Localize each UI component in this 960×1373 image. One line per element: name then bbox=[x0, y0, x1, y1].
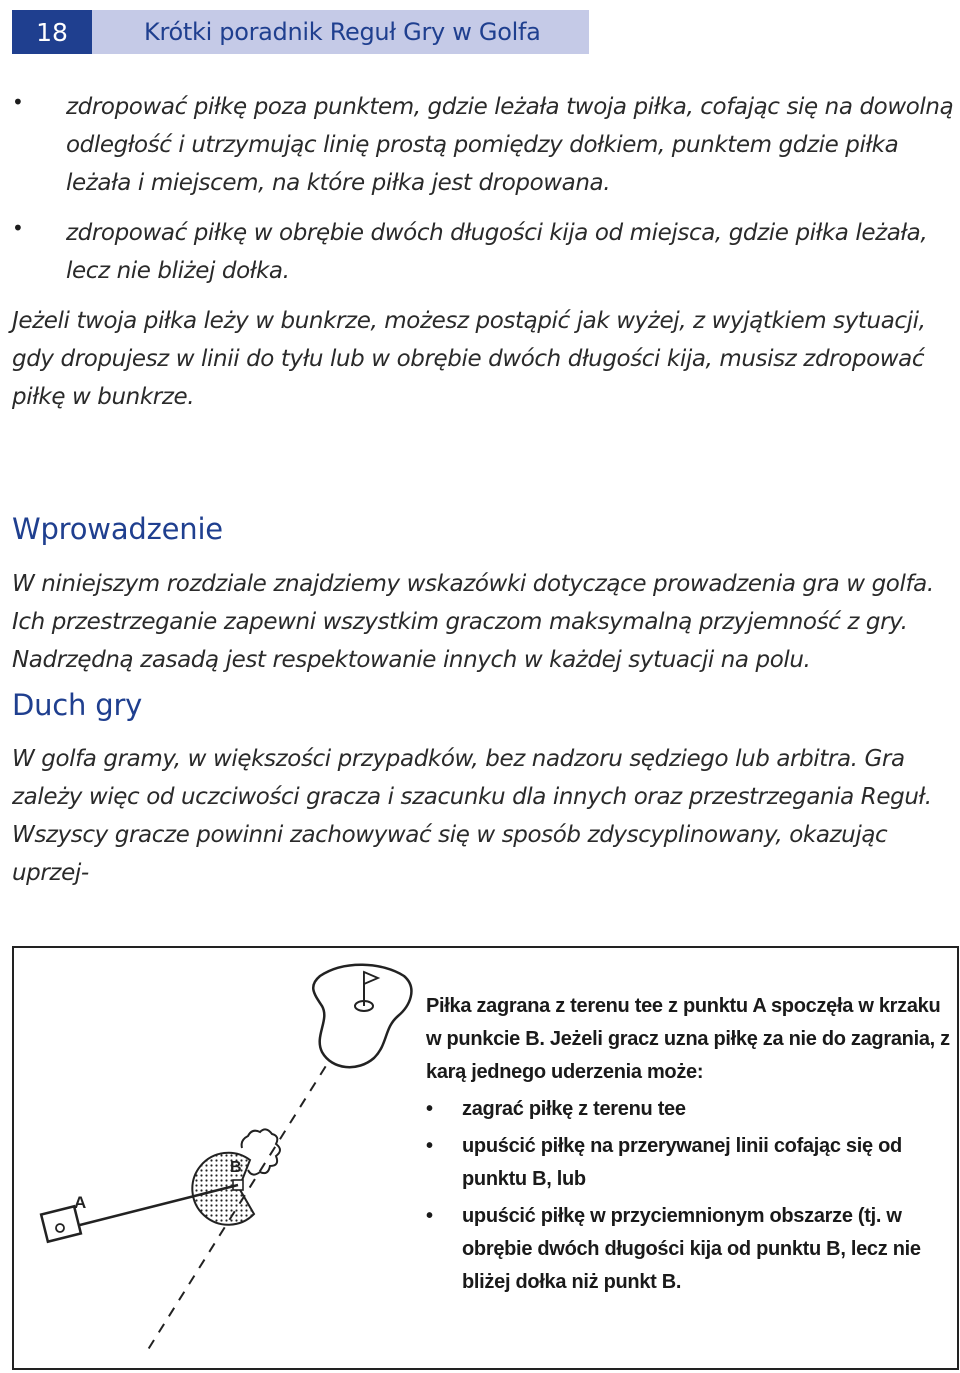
caption-options-list bbox=[426, 1093, 956, 1299]
green-icon bbox=[313, 965, 411, 1067]
page-number: 18 bbox=[12, 10, 92, 54]
page-header bbox=[12, 10, 589, 54]
caption-option bbox=[426, 1200, 956, 1299]
bullet-text: zdropować piłkę poza punktem, gdzie leżała twoja piłka, cofając się na dowolną odległość i utrzymując linię prostą pomiędzy dołkiem, punktem gdzie piłka leżała i miejscem, na które piłka jest dropowana. bbox=[66, 94, 954, 196]
running-title: Krótki poradnik Reguł Gry w Golfa bbox=[92, 10, 589, 54]
label-b: B bbox=[230, 1159, 242, 1176]
introduction-paragraph: W niniejszym rozdziale znajdziemy wskazówki dotyczące prowadzenia gra w golfa. Ich przestrzeganie zapewni wszystkim graczom maksymalną przyjemność z gry. Nadrzędną zasadą jest respektowanie innych w każdej sytuacji na polu. bbox=[12, 571, 934, 673]
bullet-dot: • bbox=[426, 1098, 433, 1120]
label-a: A bbox=[74, 1193, 87, 1212]
spirit-of-game-paragraph: W golfa gramy, w większości przypadków, bez nadzoru sędziego lub arbitra. Gra zależy więc od uczciwości gracza i szacunku dla innych oraz przestrzegania Reguł. Wszyscy gracze powinni zachowywać się w sposób zdyscyplinowany, okazując uprzej- bbox=[12, 746, 932, 886]
bullet-dot: • bbox=[12, 90, 24, 114]
figure-caption bbox=[426, 990, 956, 1303]
caption-option-text: zagrać piłkę z terenu tee bbox=[462, 1098, 686, 1120]
bullet-dot: • bbox=[426, 1205, 433, 1227]
bullet-item bbox=[12, 214, 960, 290]
bullet-item bbox=[12, 88, 960, 202]
bullet-dot: • bbox=[12, 216, 24, 240]
bullet-text: zdropować piłkę w obrębie dwóch długości kija od miejsca, gdzie piłka leżała, lecz nie bliżej dołka. bbox=[66, 220, 928, 284]
section-heading-introduction: Wprowadzenie bbox=[12, 512, 223, 546]
caption-option-text: upuścić piłkę na przerywanej linii cofając się od punktu B, lub bbox=[462, 1135, 902, 1190]
bullet-dot: • bbox=[426, 1135, 433, 1157]
illustration-box bbox=[12, 946, 959, 1370]
caption-option bbox=[426, 1130, 956, 1196]
caption-option-text: upuścić piłkę w przyciemnionym obszarze (tj. w obrębie dwóch długości kija od punktu B, lecz nie bliżej dołka niż punkt B. bbox=[462, 1205, 921, 1293]
section-heading-spirit-of-game: Duch gry bbox=[12, 688, 143, 722]
caption-intro: Piłka zagrana z terenu tee z punktu A spoczęła w krzaku w punkcie B. Jeżeli gracz uzna piłkę za nie do zagrania, z karą jednego uderzenia może: bbox=[426, 995, 950, 1083]
caption-option bbox=[426, 1093, 956, 1126]
unplayable-ball-diagram bbox=[14, 948, 414, 1368]
bunker-paragraph: Jeżeli twoja piłka leży w bunkrze, możesz postąpić jak wyżej, z wyjątkiem sytuacji, gdy dropujesz w linii do tyłu lub w obrębie dwóch długości kija, musisz zdropować piłkę w bunkrze. bbox=[12, 308, 926, 410]
